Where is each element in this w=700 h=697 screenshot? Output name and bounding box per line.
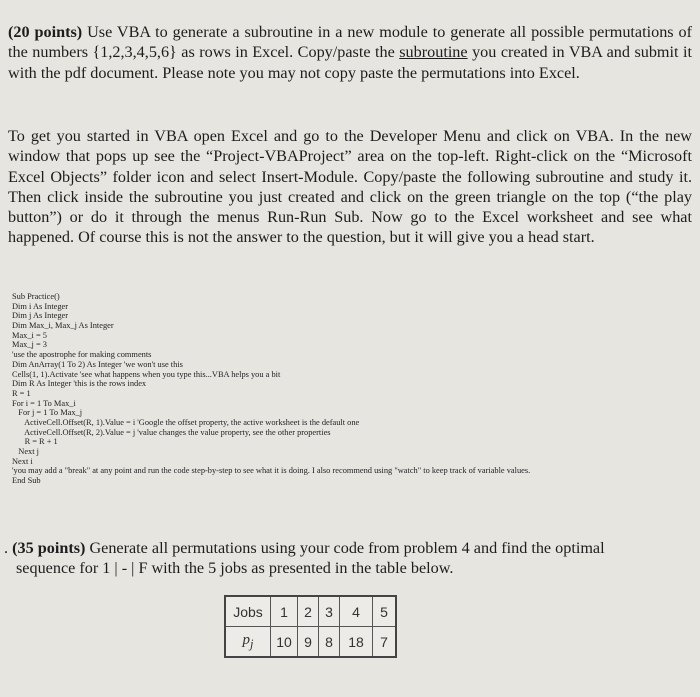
jobs-table — [224, 595, 397, 658]
code-line: ActiveCell.Offset(R, 2).Value = j 'value changes the value property, see the other properties — [12, 427, 331, 437]
problem-2-points: (35 points) — [12, 539, 86, 557]
code-line: Max_i = 5 — [12, 330, 47, 340]
job-cell: 4 — [340, 596, 373, 627]
pj-label: p — [242, 631, 250, 648]
problem-2-paragraph — [4, 538, 684, 579]
problem-1-points: (20 points) — [8, 23, 83, 41]
job-cell: 5 — [373, 596, 397, 627]
pj-header-cell — [225, 627, 271, 658]
code-line: Cells(1, 1).Activate 'see what happens when you type this...VBA helps you a bit — [12, 369, 281, 379]
time-cell: 7 — [373, 627, 397, 658]
problem-2-bullet: . — [4, 539, 13, 557]
jobs-header-cell: Jobs — [225, 596, 271, 627]
problem-2-line-2: sequence for 1 | - | F with the 5 jobs as presented in the table below. — [16, 559, 454, 578]
problem-1-paragraph — [8, 22, 692, 83]
code-line: For j = 1 To Max_j — [12, 408, 83, 418]
code-line: Dim AnArray(1 To 2) As Integer 'we won't use this — [12, 359, 183, 369]
table-row-jobs — [225, 596, 396, 627]
code-line: Sub Practice() — [12, 292, 60, 301]
problem-1-text-a: Use VBA to generate a subroutine in a new module to generate all possible permutations of the numbers {1,2,3,4,5,6} as rows in Excel. Copy/paste the — [8, 23, 692, 62]
job-cell: 1 — [271, 596, 298, 627]
code-line: ActiveCell.Offset(R, 1).Value = i 'Google the offset property, the active worksheet is the default one — [12, 417, 360, 427]
time-cell: 8 — [319, 627, 340, 658]
code-line: Next i — [12, 456, 33, 466]
problem-1-text-b: you created in VBA and submit it with the pdf document. Please note you may not copy paste the permutations into Excel. — [8, 43, 692, 82]
table-row-processing-times — [225, 627, 396, 658]
vba-code-block — [12, 292, 692, 486]
job-cell: 2 — [298, 596, 319, 627]
code-line: Dim R As Integer 'this is the rows index — [12, 379, 147, 389]
code-line: Next j — [12, 447, 39, 456]
subroutine-underlined: subroutine — [399, 43, 468, 62]
time-cell: 9 — [298, 627, 319, 658]
pj-subscript: j — [250, 636, 254, 651]
code-line: Dim j As Integer — [12, 311, 69, 321]
job-cell: 3 — [319, 596, 340, 627]
code-line: R = 1 — [12, 388, 31, 398]
instructions-paragraph: To get you started in VBA open Excel and go to the Developer Menu and click on VBA. In the new window that pops up see the “Project-VBAProject” area on the top-left. Right-click on the “Microsoft Excel Objects” folder icon and select Insert-Module. Copy/paste the following subroutine and study it. Then click inside the subroutine you just created and click on the green triangle on the top (“the play button”) or do it through the menus Run-Run Sub. Now go to the Excel worksheet and see what happened. Of course this is not the answer to the question, but it will give you a head start. — [8, 127, 692, 247]
time-cell: 18 — [340, 627, 373, 658]
problem-2-text-1: Generate all permutations using your code from problem 4 and find the optimal — [85, 539, 605, 557]
code-line: 'you may add a "break" at any point and run the code step-by-step to see what it is doing. I also recommend using "watch" to keep track of variable values. — [12, 466, 531, 476]
code-line: 'use the apostrophe for making comments — [12, 350, 152, 360]
time-cell: 10 — [271, 627, 298, 658]
code-line: R = R + 1 — [12, 437, 58, 447]
code-line: Dim Max_i, Max_j As Integer — [12, 321, 114, 331]
code-line: For i = 1 To Max_i — [12, 398, 76, 408]
code-line: Max_j = 3 — [12, 340, 47, 350]
code-line: End Sub — [12, 476, 41, 486]
problem-2-line-1 — [4, 538, 684, 558]
code-line: Dim i As Integer — [12, 301, 69, 311]
